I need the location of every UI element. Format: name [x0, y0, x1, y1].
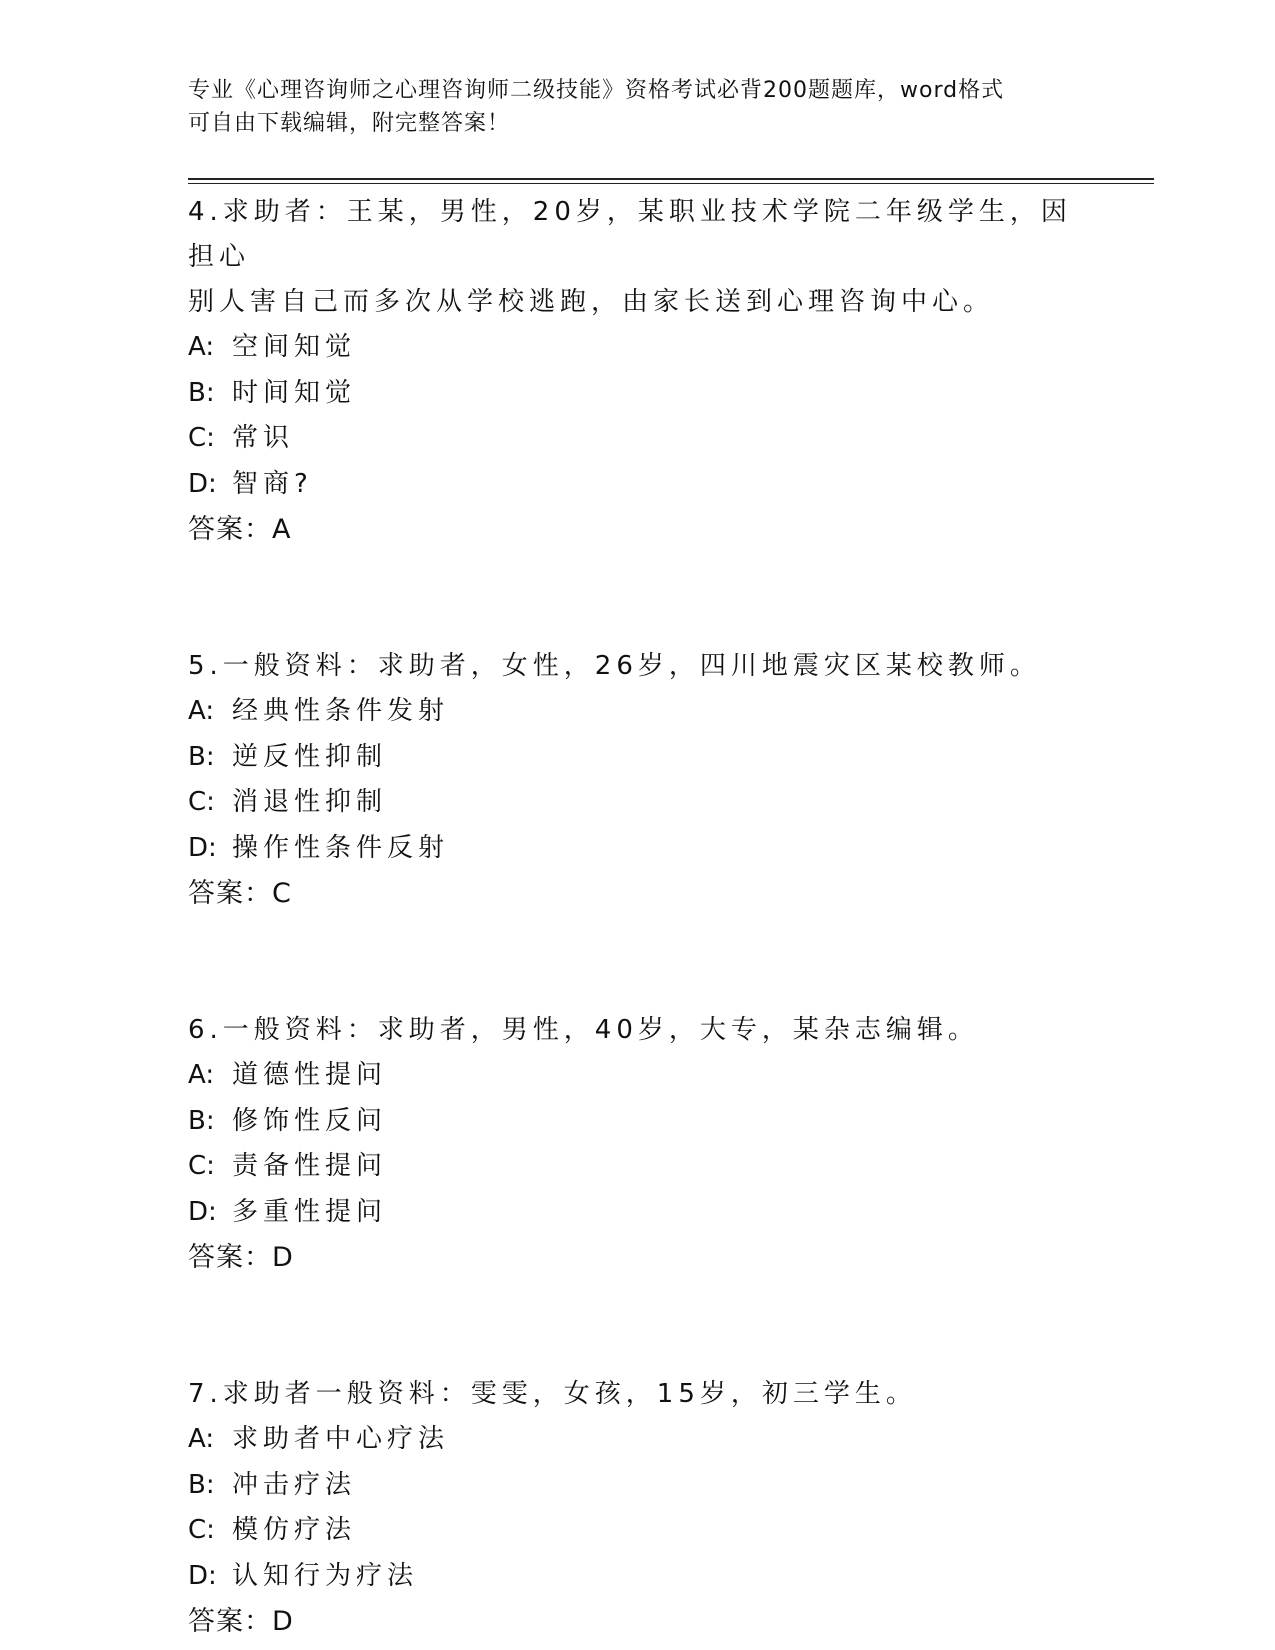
option-c [188, 780, 1088, 826]
option-text: 智商? [232, 468, 313, 499]
option-letter: B: [188, 1469, 215, 1500]
question-6 [188, 1008, 1088, 1280]
question-4 [188, 190, 1088, 552]
option-text: 多重性提问 [232, 1196, 388, 1227]
answer-line: 答案：D [188, 1606, 294, 1637]
option-text: 模仿疗法 [232, 1515, 357, 1545]
question-list [188, 190, 1088, 1644]
option-a [188, 689, 1088, 735]
option-text: 操作性条件反射 [232, 832, 450, 863]
option-text: 空间知觉 [232, 332, 357, 362]
option-d [188, 826, 1088, 872]
option-letter: D: [188, 832, 217, 863]
answer-line: 答案：C [188, 878, 292, 909]
option-letter: A: [188, 696, 215, 726]
option-letter: C: [188, 423, 215, 453]
question-spacer [188, 552, 1088, 644]
option-letter: C: [188, 1151, 215, 1181]
option-d [188, 462, 1088, 508]
question-7 [188, 1372, 1088, 1644]
option-d [188, 1554, 1088, 1600]
option-a [188, 1417, 1088, 1463]
document-header [188, 74, 1088, 140]
option-b [188, 371, 1088, 417]
header-divider-thick [188, 178, 1154, 180]
option-text: 经典性条件发射 [232, 696, 450, 726]
question-spacer [188, 916, 1088, 1008]
header-divider-thin [188, 183, 1154, 184]
header-line-2: 可自由下载编辑，附完整答案！ [188, 111, 511, 136]
question-5 [188, 644, 1088, 916]
question-spacer [188, 1280, 1088, 1372]
option-b [188, 735, 1088, 781]
option-text: 冲击疗法 [232, 1469, 357, 1500]
option-text: 认知行为疗法 [232, 1560, 419, 1591]
answer-line: 答案：A [188, 514, 292, 545]
question-stem-line-1: 4.求助者：王某，男性，20岁，某职业技术学院二年级学生，因担心 [188, 197, 1072, 272]
question-stem [188, 190, 1088, 325]
question-stem [188, 644, 1088, 689]
option-a [188, 1053, 1088, 1099]
question-stem-line-1: 6.一般资料：求助者，男性，40岁，大专，某杂志编辑。 [188, 1015, 979, 1045]
question-stem-line-1: 5.一般资料：求助者，女性，26岁，四川地震灾区某校教师。 [188, 651, 1041, 681]
option-text: 道德性提问 [232, 1060, 388, 1090]
option-text: 求助者中心疗法 [232, 1424, 450, 1454]
question-stem-line-1: 7.求助者一般资料：雯雯，女孩，15岁，初三学生。 [188, 1379, 917, 1409]
option-letter: C: [188, 787, 215, 817]
option-letter: C: [188, 1515, 215, 1545]
option-d [188, 1190, 1088, 1236]
option-b [188, 1463, 1088, 1509]
option-letter: D: [188, 468, 217, 499]
option-letter: D: [188, 1196, 217, 1227]
option-text: 修饰性反问 [232, 1105, 388, 1136]
option-letter: B: [188, 377, 215, 408]
answer-line: 答案：D [188, 1242, 294, 1273]
option-a [188, 325, 1088, 371]
option-text: 逆反性抑制 [232, 741, 388, 772]
option-text: 常识 [232, 423, 295, 453]
question-stem [188, 1372, 1088, 1417]
option-c [188, 1144, 1088, 1190]
question-stem-line-2: 别人害自己而多次从学校逃跑，由家长送到心理咨询中心。 [188, 287, 995, 317]
option-c [188, 416, 1088, 462]
question-stem [188, 1008, 1088, 1053]
option-text: 责备性提问 [232, 1151, 388, 1181]
option-b [188, 1099, 1088, 1145]
option-letter: D: [188, 1560, 217, 1591]
option-text: 消退性抑制 [232, 787, 388, 817]
option-letter: A: [188, 332, 215, 362]
option-letter: A: [188, 1424, 215, 1454]
option-letter: B: [188, 1105, 215, 1136]
header-line-1: 专业《心理咨询师之心理咨询师二级技能》资格考试必背200题题库，word格式 [188, 78, 1005, 103]
option-letter: A: [188, 1060, 215, 1090]
option-c [188, 1508, 1088, 1554]
option-text: 时间知觉 [232, 377, 357, 408]
option-letter: B: [188, 741, 215, 772]
